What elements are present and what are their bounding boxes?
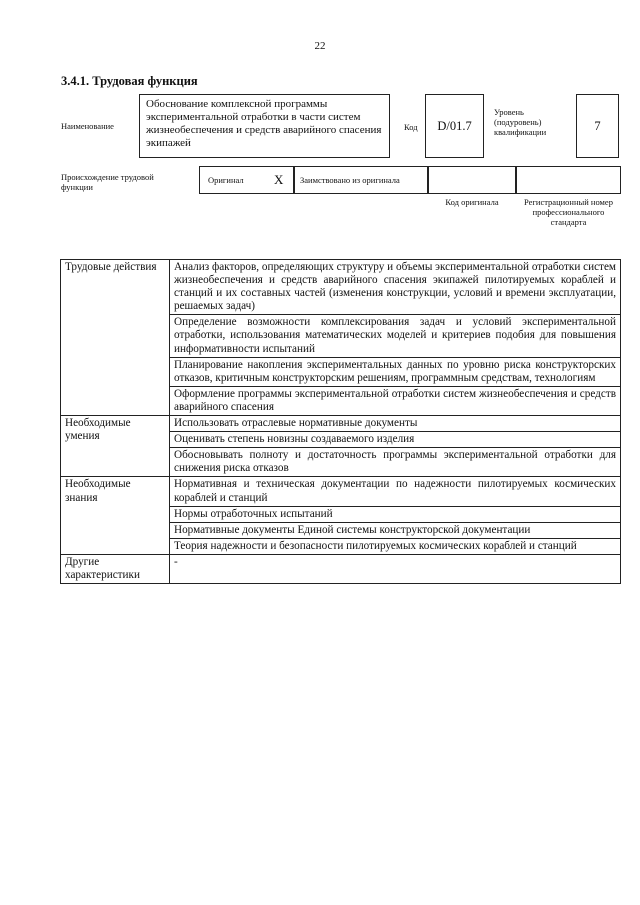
level-value: 7: [576, 94, 619, 158]
table-row: [61, 416, 621, 432]
original-code-cell: [428, 166, 516, 194]
knowledge-item: Теория надежности и безопасности пилотируемых космических кораблей и станций: [170, 538, 621, 554]
section-label: Трудовые действия: [61, 260, 170, 416]
code-value: D/01.7: [425, 94, 484, 158]
function-details-table: [60, 259, 621, 584]
knowledge-item: Нормы отработочных испытаний: [170, 506, 621, 522]
name-label: Наименование: [61, 121, 114, 131]
section-label: Необходимые умения: [61, 416, 170, 477]
labor-action-item: Анализ факторов, определяющих структуру и объемы экспериментальной отработки систем жизнеобеспечения и средств аварийного спасения экипажей пилотируемых кораблей и станций и их составных частей (изменения конструкции, условий и времени эксплуатации, решаемых задач): [170, 260, 621, 315]
labor-action-item: Оформление программы экспериментальной отработки систем жизнеобеспечения и средств аварийного спасения: [170, 386, 621, 415]
section-title: 3.4.1. Трудовая функция: [61, 74, 198, 88]
table-row: [61, 477, 621, 506]
table-row: [61, 260, 621, 315]
level-label: Уровень (подуровень) квалификации: [494, 107, 547, 137]
borrowed-label: Заимствовано из оригинала: [300, 175, 400, 185]
table-row: [61, 554, 621, 583]
original-mark: X: [274, 172, 284, 187]
code-label: Код: [404, 122, 418, 132]
section-label: Необходимые знания: [61, 477, 170, 554]
reg-number-caption: Регистрационный номер профессионального стандарта: [524, 197, 613, 227]
skill-item: Обосновывать полноту и достаточность программы экспериментальной отработки для снижения риска отказов: [170, 448, 621, 477]
labor-action-item: Определение возможности комплексирования задач и условий экспериментальной отработки, использования математических моделей и критериев подобия для повышения информативности испытаний: [170, 315, 621, 357]
name-value: Обоснование комплексной программы экспериментальной отработки в части систем жизнеобеспечения и средств аварийного спасения экипажей: [139, 94, 390, 158]
section-label: Другие характеристики: [61, 554, 170, 583]
skill-item: Оценивать степень новизны создаваемого изделия: [170, 432, 621, 448]
page-number: 22: [314, 40, 326, 52]
original-cell: [199, 166, 294, 194]
skill-item: Использовать отраслевые нормативные документы: [170, 416, 621, 432]
original-label: Оригинал: [208, 175, 244, 185]
knowledge-item: Нормативные документы Единой системы конструкторской документации: [170, 522, 621, 538]
original-code-caption: Код оригинала: [445, 197, 499, 207]
origin-label: Происхождение трудовой функции: [61, 172, 154, 192]
reg-number-cell: [516, 166, 621, 194]
labor-action-item: Планирование накопления экспериментальных данных по уровню риска конструкторских отказов, критичным конструкторским решениям, программным средствам, технологиям: [170, 357, 621, 386]
knowledge-item: Нормативная и техническая документации по надежности пилотируемых космических кораблей и станций: [170, 477, 621, 506]
borrowed-cell: [294, 166, 428, 194]
other-characteristics-item: -: [170, 554, 621, 583]
